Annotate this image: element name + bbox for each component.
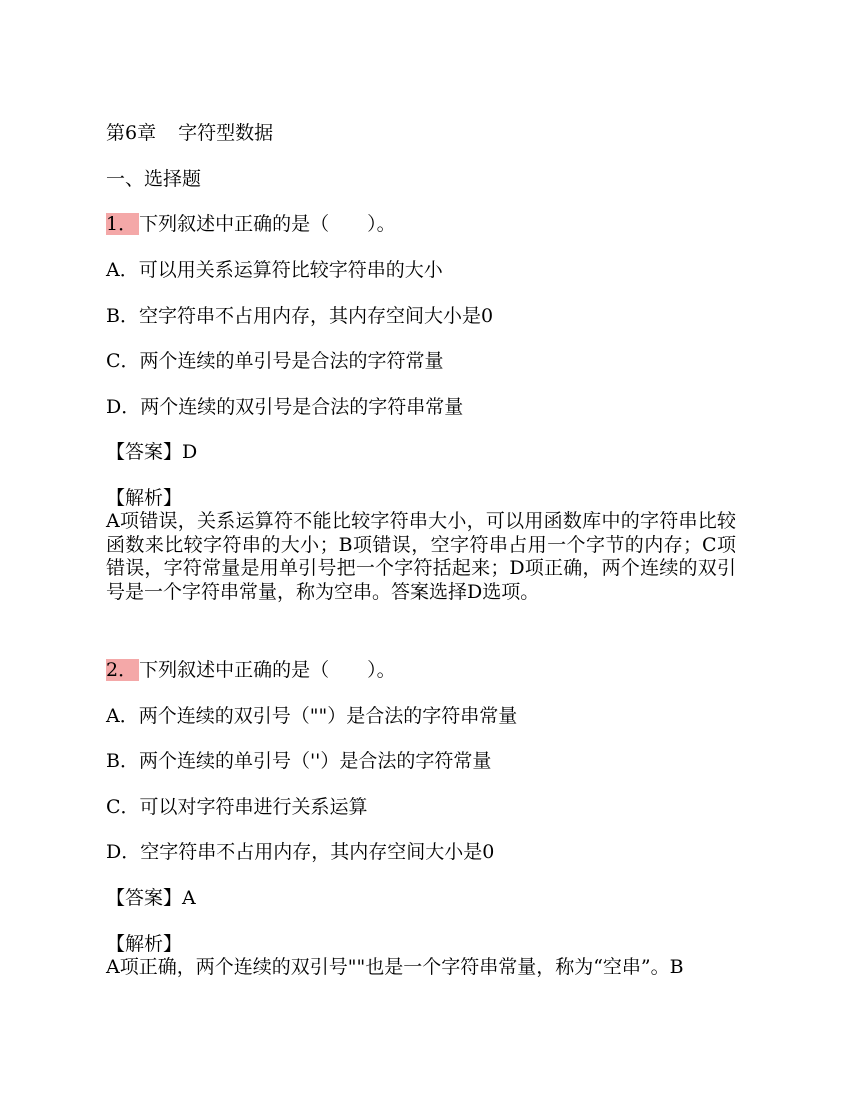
question-1-number: 1． — [106, 213, 138, 235]
question-1-option-d: D．两个连续的双引号是合法的字符串常量 — [106, 396, 464, 418]
question-2-option-a: A．两个连续的双引号（""）是合法的字符串常量 — [106, 705, 518, 727]
question-2-option-b: B．两个连续的单引号（''）是合法的字符常量 — [106, 750, 492, 772]
chapter-title: 字符型数据 — [178, 122, 274, 144]
question-1-stem-line — [106, 212, 396, 236]
section-title: 一、选择题 — [106, 168, 202, 190]
question-2-stem: 下列叙述中正确的是（ ）。 — [139, 659, 396, 681]
question-1-option-c: C．两个连续的单引号是合法的字符常量 — [106, 350, 444, 372]
question-1-stem: 下列叙述中正确的是（ ）。 — [139, 213, 396, 235]
question-2-analysis: A项正确，两个连续的双引号""也是一个字符串常量，称为“空串”。B — [106, 956, 684, 978]
question-2-option-c: C．可以对字符串进行关系运算 — [106, 796, 368, 818]
question-2-analysis-label: 【解析】 — [106, 933, 183, 955]
chapter-heading — [106, 121, 273, 145]
question-1-analysis-label: 【解析】 — [106, 487, 183, 509]
question-1-option-b: B．空字符串不占用内存，其内存空间大小是0 — [106, 305, 494, 327]
question-1-answer: 【答案】D — [106, 441, 198, 463]
question-2-answer: 【答案】A — [106, 887, 196, 909]
question-1-analysis: A项错误，关系运算符不能比较字符串大小，可以用函数库中的字符串比较函数来比较字符串的大小；B项错误，空字符串占用一个字节的内存；C项错误，字符常量是用单引号把一个字符括起来；D项正确，两个连续的双引号是一个字符串常量，称为空串。答案选择D选项。 — [106, 510, 736, 603]
question-1-option-a: A．可以用关系运算符比较字符串的大小 — [106, 259, 443, 281]
question-2-option-d: D．空字符串不占用内存，其内存空间大小是0 — [106, 841, 495, 863]
question-2-stem-line — [106, 658, 396, 682]
question-2-number: 2． — [106, 659, 138, 681]
chapter-number: 第6章 — [106, 122, 157, 144]
